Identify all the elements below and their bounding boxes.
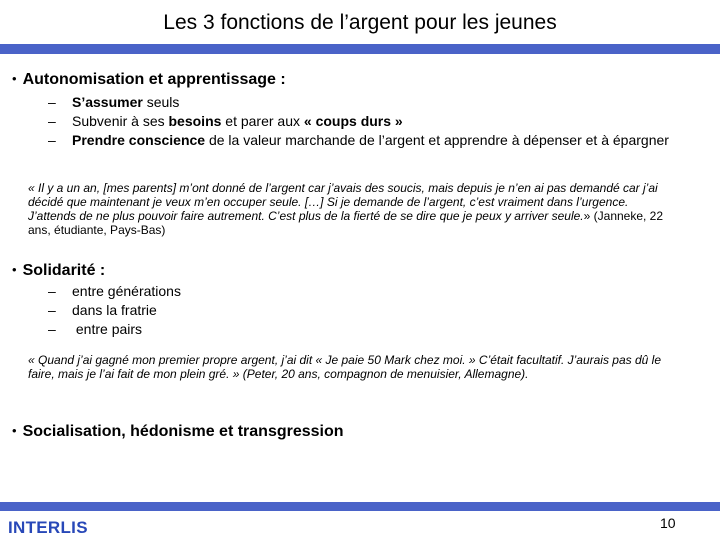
dash-icon: – [48,113,56,129]
dash-icon: – [48,283,56,299]
interlis-logo: INTERLIS [8,518,88,537]
item-text: entre pairs [72,321,143,337]
testimonial-quote: « Quand j’ai gagné mon premier propre argent, j’ai dit « Je paie 50 Mark chez moi. » C’était facultatif. J’aurais pas dû le faire, mais je l’ai fait de mon plein gré. » (Peter, 20 ans, compagnon de menuisier, Allemagne). [28,353,661,381]
quote-text: « Il y a un an, [mes parents] m’ont donné de l’argent car j’avais des soucis, mais depuis je n’en ai pas demandé car j’ai décidé que maintenant je veux m’en occuper seule. […] Si je demande de l’argent, c’est vraiment dans l’urgence. J’attends de ne plus pouvoir faire autrement. C’est plus de la fierté de se dire que je peux y arriver seule. [28,181,658,223]
emphasis-text: besoins [168,113,222,129]
dash-icon: – [48,302,56,318]
list-item [48,301,698,320]
emphasis-text: « coups durs » [303,113,403,129]
item-text: seuls [142,94,180,110]
dash-icon: – [48,94,56,110]
emphasis-text: Prendre conscience [72,132,206,148]
heading-text: Autonomisation et apprentissage : [22,71,286,88]
bullet-icon: • [12,262,17,277]
dash-icon: – [48,132,56,148]
emphasis-text: S’assumer [72,94,143,110]
section-socialisation-heading [12,421,344,442]
item-text: entre générations [72,283,181,299]
testimonial-quote [28,181,678,237]
list-item [48,112,698,131]
dash-icon: – [48,321,56,337]
list-item [48,131,698,150]
section-autonomisation-heading [12,69,286,90]
item-text: dans la fratrie [72,302,157,318]
slide-title: Les 3 fonctions de l’argent pour les jeunes [163,11,557,34]
item-text: Subvenir à ses [72,113,169,129]
quote-source: » (Janneke, 22 ans, étudiante, Pays-Bas) [28,209,664,237]
page-number: 10 [660,515,676,531]
item-text: et parer aux [221,113,304,129]
heading-text: Socialisation, hédonisme et transgression [22,423,344,440]
footer-divider [0,502,720,511]
section-solidarite-heading [12,260,105,281]
bullet-icon: • [12,423,17,438]
list-item [48,320,698,339]
item-text: de la valeur marchande de l’argent et apprendre à dépenser et à épargner [205,132,669,148]
heading-text: Solidarité : [22,262,106,279]
list-item [48,93,698,112]
list-item [48,282,698,301]
header-divider [0,44,720,54]
bullet-icon: • [12,71,17,86]
